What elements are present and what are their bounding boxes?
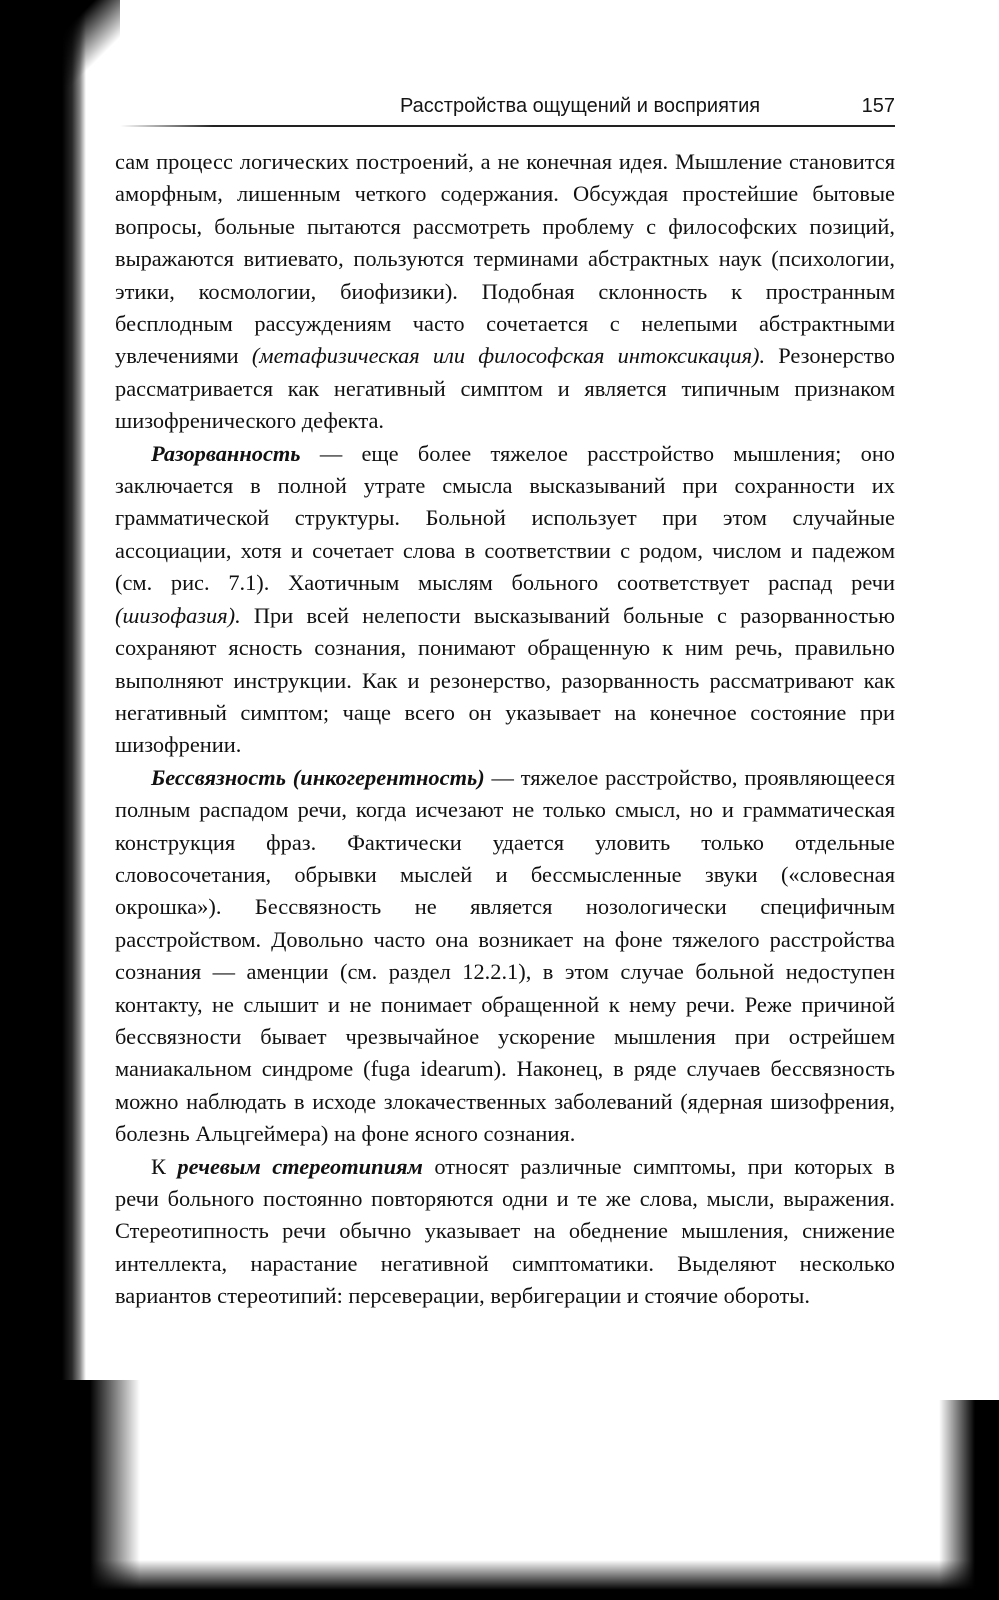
paragraph [115, 762, 895, 1151]
running-header [400, 90, 895, 122]
text-run: К [151, 1153, 178, 1179]
scan-edge-top-left [0, 0, 120, 90]
text-run: — тяжелое расстройство, проявляющееся полным распадом речи, когда исчезают не только смысл, но и грамматическая конструкция фраз. Фактически удается уловить только отдельные словосочетания, обрывки мыслей и бессмысленные звуки («словесная окрошка»). Бессвязность не является нозологически специфичным расстройством. Довольно часто она возникает на фоне тяжелого расстройства сознания — аменции (см. раздел 12.2.1), в этом случае больной недоступен контакту, не слышит и не понимает обращенной к нему речи. Реже причиной бессвязности бывает чрезвычайное ускорение мышления при острейшем маниакальном синдроме (fuga idearum). Наконец, в ряде случаев бессвязность можно наблюдать в исходе злокачественных заболеваний (ядерная шизофрения, болезнь Альцгеймера) на фоне ясного сознания. [115, 764, 895, 1147]
text-run: сам процесс логических построений, а не конечная идея. Мышление становится аморфным, лишенным четкого содержания. Обсуждая простейшие бытовые вопросы, больные пытаются рассмотреть проблему с философских позиций, выражаются витиевато, пользуются терминами абстрактных наук (психологии, этики, космологии, биофизики). Подобная склонность к пространным бесплодным рассуждениям часто сочетается с нелепыми абстрактными увлечениями [115, 149, 895, 369]
text-run: Резонерство рассматривается как негативный симптом и является типичным признаком шизофренического дефекта. [115, 343, 895, 434]
paragraph [115, 438, 895, 762]
italic-text: (шизофазия). [115, 602, 241, 628]
scan-edge-bottom [0, 1560, 999, 1600]
italic-text: (метафизическая или философская интоксикация). [251, 343, 766, 369]
text-run: — еще более тяжелое расстройство мышления; оно заключается в полной утрате смысла высказываний при сохранности их грамматической структуры. Больной использует при этом случайные ассоциации, хотя и сочетает слова в соответствии с родом, числом и падежом (см. рис. 7.1). Хаотичным мыслям больного соответствует распад речи [115, 440, 895, 596]
term-highlight: Разорванность [151, 440, 301, 466]
paragraph [115, 146, 895, 438]
running-header-title: Расстройства ощущений и восприятия [400, 94, 761, 117]
header-rule [120, 125, 895, 127]
page-number: 157 [861, 94, 895, 117]
text-run: При всей нелепости высказываний больные с разорванностью сохраняют ясность сознания, понимают обращенную к ним речь, правильно выполняют инструкции. Как и резонерство, разорванность рассматривают как негативный симптом; чаще всего он указывает на конечное состояние при шизофрении. [115, 602, 895, 758]
body-text [115, 146, 895, 1313]
term-highlight: Бессвязность (инкогерентность) [151, 764, 485, 790]
scan-edge-left [0, 0, 86, 1600]
text-run: относят различные симптомы, при которых в речи больного постоянно повторяются одни и те же слова, мысли, выражения. Стереотипность речи обычно указывает на обеднение мышления, снижение интеллекта, нарастание негативной симптоматики. Выделяют несколько вариантов стереотипий: персеверации, вербигерации и стоячие обороты. [115, 1153, 895, 1309]
term-highlight: речевым стереотипиям [177, 1153, 423, 1179]
paragraph [115, 1151, 895, 1313]
